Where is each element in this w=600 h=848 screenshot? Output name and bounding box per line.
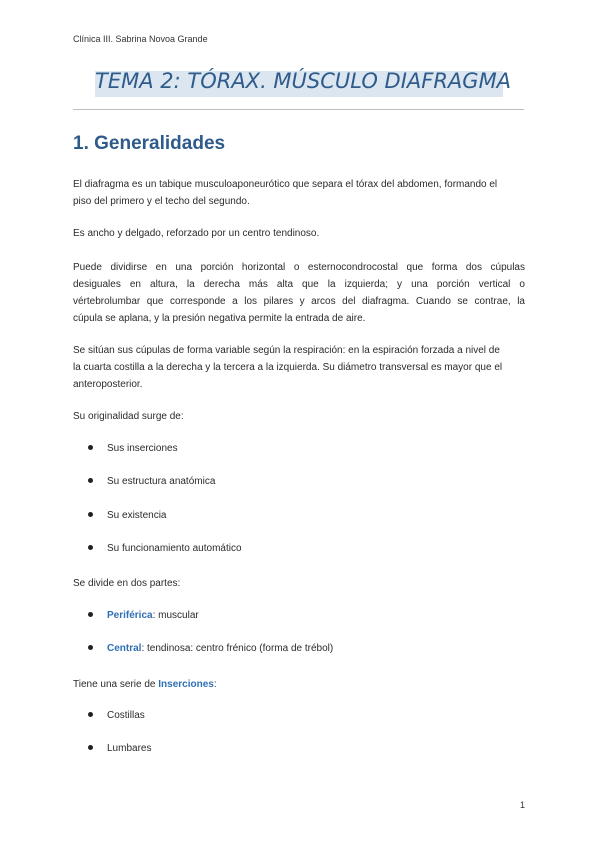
paragraph-line: Se sitúan sus cúpulas de forma variable según la respiración: en la espiración forzada a nivel de	[73, 345, 500, 356]
header-note: Clínica III. Sabrina Novoa Grande	[73, 34, 208, 44]
list-item	[88, 443, 178, 454]
list-item-text: Costillas	[107, 710, 145, 721]
paragraph-cupulas	[73, 342, 525, 393]
paragraph-portions	[73, 259, 525, 327]
list-item	[88, 543, 242, 554]
insertions-intro	[73, 676, 525, 693]
bullet-icon	[88, 478, 93, 483]
list-item	[88, 510, 166, 521]
paragraph-line: cúpula se aplana, y la presión negativa permite la entrada de aire.	[73, 313, 366, 324]
bullet-icon	[88, 512, 93, 517]
paragraph-line: anteroposterior.	[73, 379, 143, 390]
bullet-icon	[88, 745, 93, 750]
list-item	[88, 743, 151, 754]
title-band	[95, 69, 512, 97]
list-item-text: Su existencia	[107, 510, 167, 521]
part-keyword: Periférica	[107, 610, 153, 621]
bullet-icon	[88, 612, 93, 617]
list-item-text: Sus inserciones	[107, 443, 178, 454]
originality-intro: Su originalidad surge de:	[73, 411, 184, 422]
part-description: : tendinosa: centro frénico (forma de trébol)	[141, 643, 334, 654]
bullet-icon	[88, 645, 93, 650]
insertions-intro-prefix: Tiene una serie de	[73, 679, 159, 690]
list-item	[88, 610, 199, 621]
paragraph-line: la cuarta costilla a la derecha y la tercera a la izquierda. Su diámetro transversal es mayor que el	[73, 362, 503, 373]
page-number: 1	[520, 800, 526, 810]
paragraph-line: Puede dividirse en una porción horizontal o esternocondrocostal que forma dos cúpulas	[73, 262, 525, 273]
list-item-text: Su estructura anatómica	[107, 476, 216, 487]
paragraph-line: El diafragma es un tabique musculoaponeurótico que separa el tórax del abdomen, formando el	[73, 179, 498, 190]
list-item-text: Lumbares	[107, 743, 152, 754]
insertions-intro-suffix: :	[213, 679, 217, 690]
title-divider	[73, 109, 524, 110]
bullet-icon	[88, 445, 93, 450]
page-title: TEMA 2: TÓRAX. MÚSCULO DIAFRAGMA	[95, 69, 512, 93]
parts-intro: Se divide en dos partes:	[73, 578, 181, 589]
paragraph-line: vértebrolumbar que corresponde a los pilares y arcos del diafragma. Cuando se contrae, la	[73, 296, 525, 307]
list-item	[88, 643, 333, 654]
paragraph-line: desiguales en altura, la derecha más alta que la izquierda; y una porción vertical o	[73, 279, 525, 290]
paragraph-structure: Es ancho y delgado, reforzado por un centro tendinoso.	[73, 228, 320, 239]
list-item-text: Su funcionamiento automático	[107, 543, 242, 554]
insertions-keyword: Inserciones	[158, 679, 214, 690]
list-item	[88, 710, 145, 721]
section-heading: 1. Generalidades	[73, 133, 226, 154]
list-item	[88, 476, 215, 487]
part-keyword: Central	[107, 643, 142, 654]
bullet-icon	[88, 712, 93, 717]
bullet-icon	[88, 545, 93, 550]
part-description: : muscular	[152, 610, 199, 621]
paragraph-definition	[73, 176, 525, 210]
paragraph-line: piso del primero y el techo del segundo.	[73, 196, 250, 207]
